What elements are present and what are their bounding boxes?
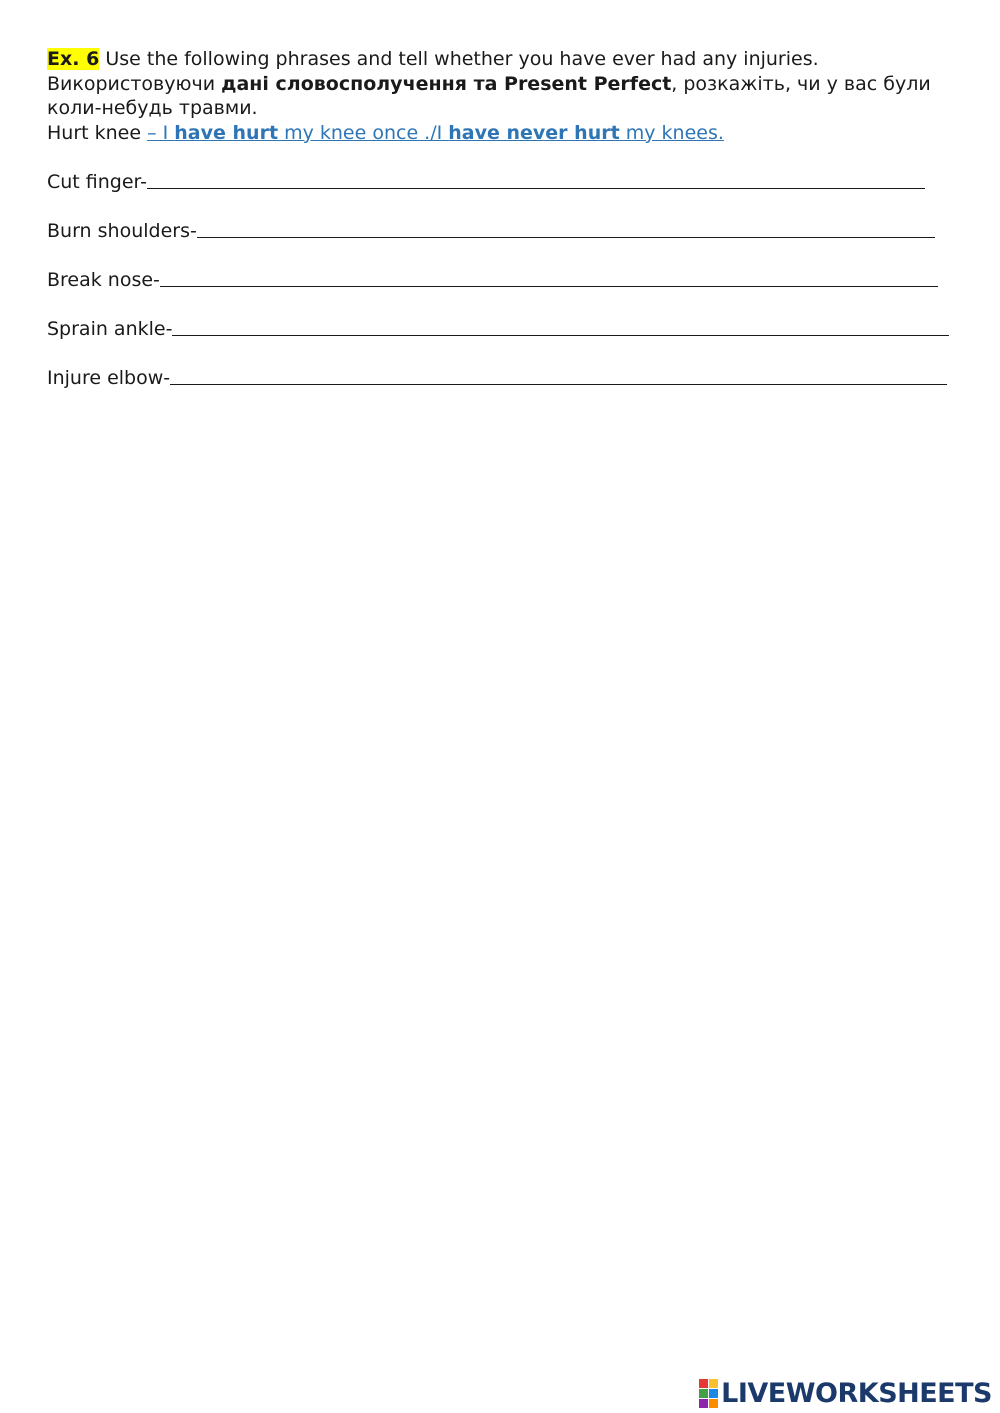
example-line bbox=[47, 121, 957, 146]
instructions bbox=[47, 47, 957, 121]
item-label: Cut finger- bbox=[47, 170, 148, 193]
ukrainian-instruction-prefix: Використовуючи bbox=[47, 72, 222, 95]
english-instruction: Use the following phrases and tell whether you have ever had any injuries. bbox=[99, 48, 819, 70]
exercise-label: Ex. 6 bbox=[47, 48, 100, 70]
liveworksheets-logo-icon bbox=[699, 1379, 718, 1408]
worksheet bbox=[47, 47, 957, 390]
example-answer-bold-2: have never hurt bbox=[448, 121, 620, 144]
item-label: Injure elbow- bbox=[47, 366, 171, 389]
item-label: Sprain ankle- bbox=[47, 317, 173, 340]
answer-blank[interactable] bbox=[147, 188, 925, 189]
item-label: Burn shoulders- bbox=[47, 219, 197, 242]
answer-row-sprain-ankle bbox=[47, 317, 957, 342]
example-answer-text-2: my knee once ./I bbox=[278, 121, 449, 144]
ukrainian-instruction-bold: дані словосполучення та Present Perfect bbox=[221, 72, 672, 95]
answer-row-injure-elbow bbox=[47, 366, 957, 391]
example-answer-text-3: my knees. bbox=[619, 121, 724, 144]
liveworksheets-logo bbox=[699, 1378, 992, 1408]
answer-blank[interactable] bbox=[197, 237, 935, 238]
answer-row-cut-finger bbox=[47, 170, 957, 195]
example-phrase: Hurt knee bbox=[47, 121, 148, 144]
example-answer-text-1: – I bbox=[147, 121, 175, 144]
logo-text: LIVEWORKSHEETS bbox=[721, 1377, 992, 1409]
ukrainian-instruction-suffix: , розкажіть, чи у вас були коли-небудь травми. bbox=[47, 72, 931, 119]
example-answer bbox=[147, 122, 724, 144]
answer-row-break-nose bbox=[47, 268, 957, 293]
answer-row-burn-shoulders bbox=[47, 219, 957, 244]
answer-blank[interactable] bbox=[172, 335, 949, 336]
answer-blank[interactable] bbox=[160, 286, 938, 287]
item-label: Break nose- bbox=[47, 268, 160, 291]
answer-blank[interactable] bbox=[170, 384, 947, 385]
example-answer-bold-1: have hurt bbox=[174, 121, 279, 144]
